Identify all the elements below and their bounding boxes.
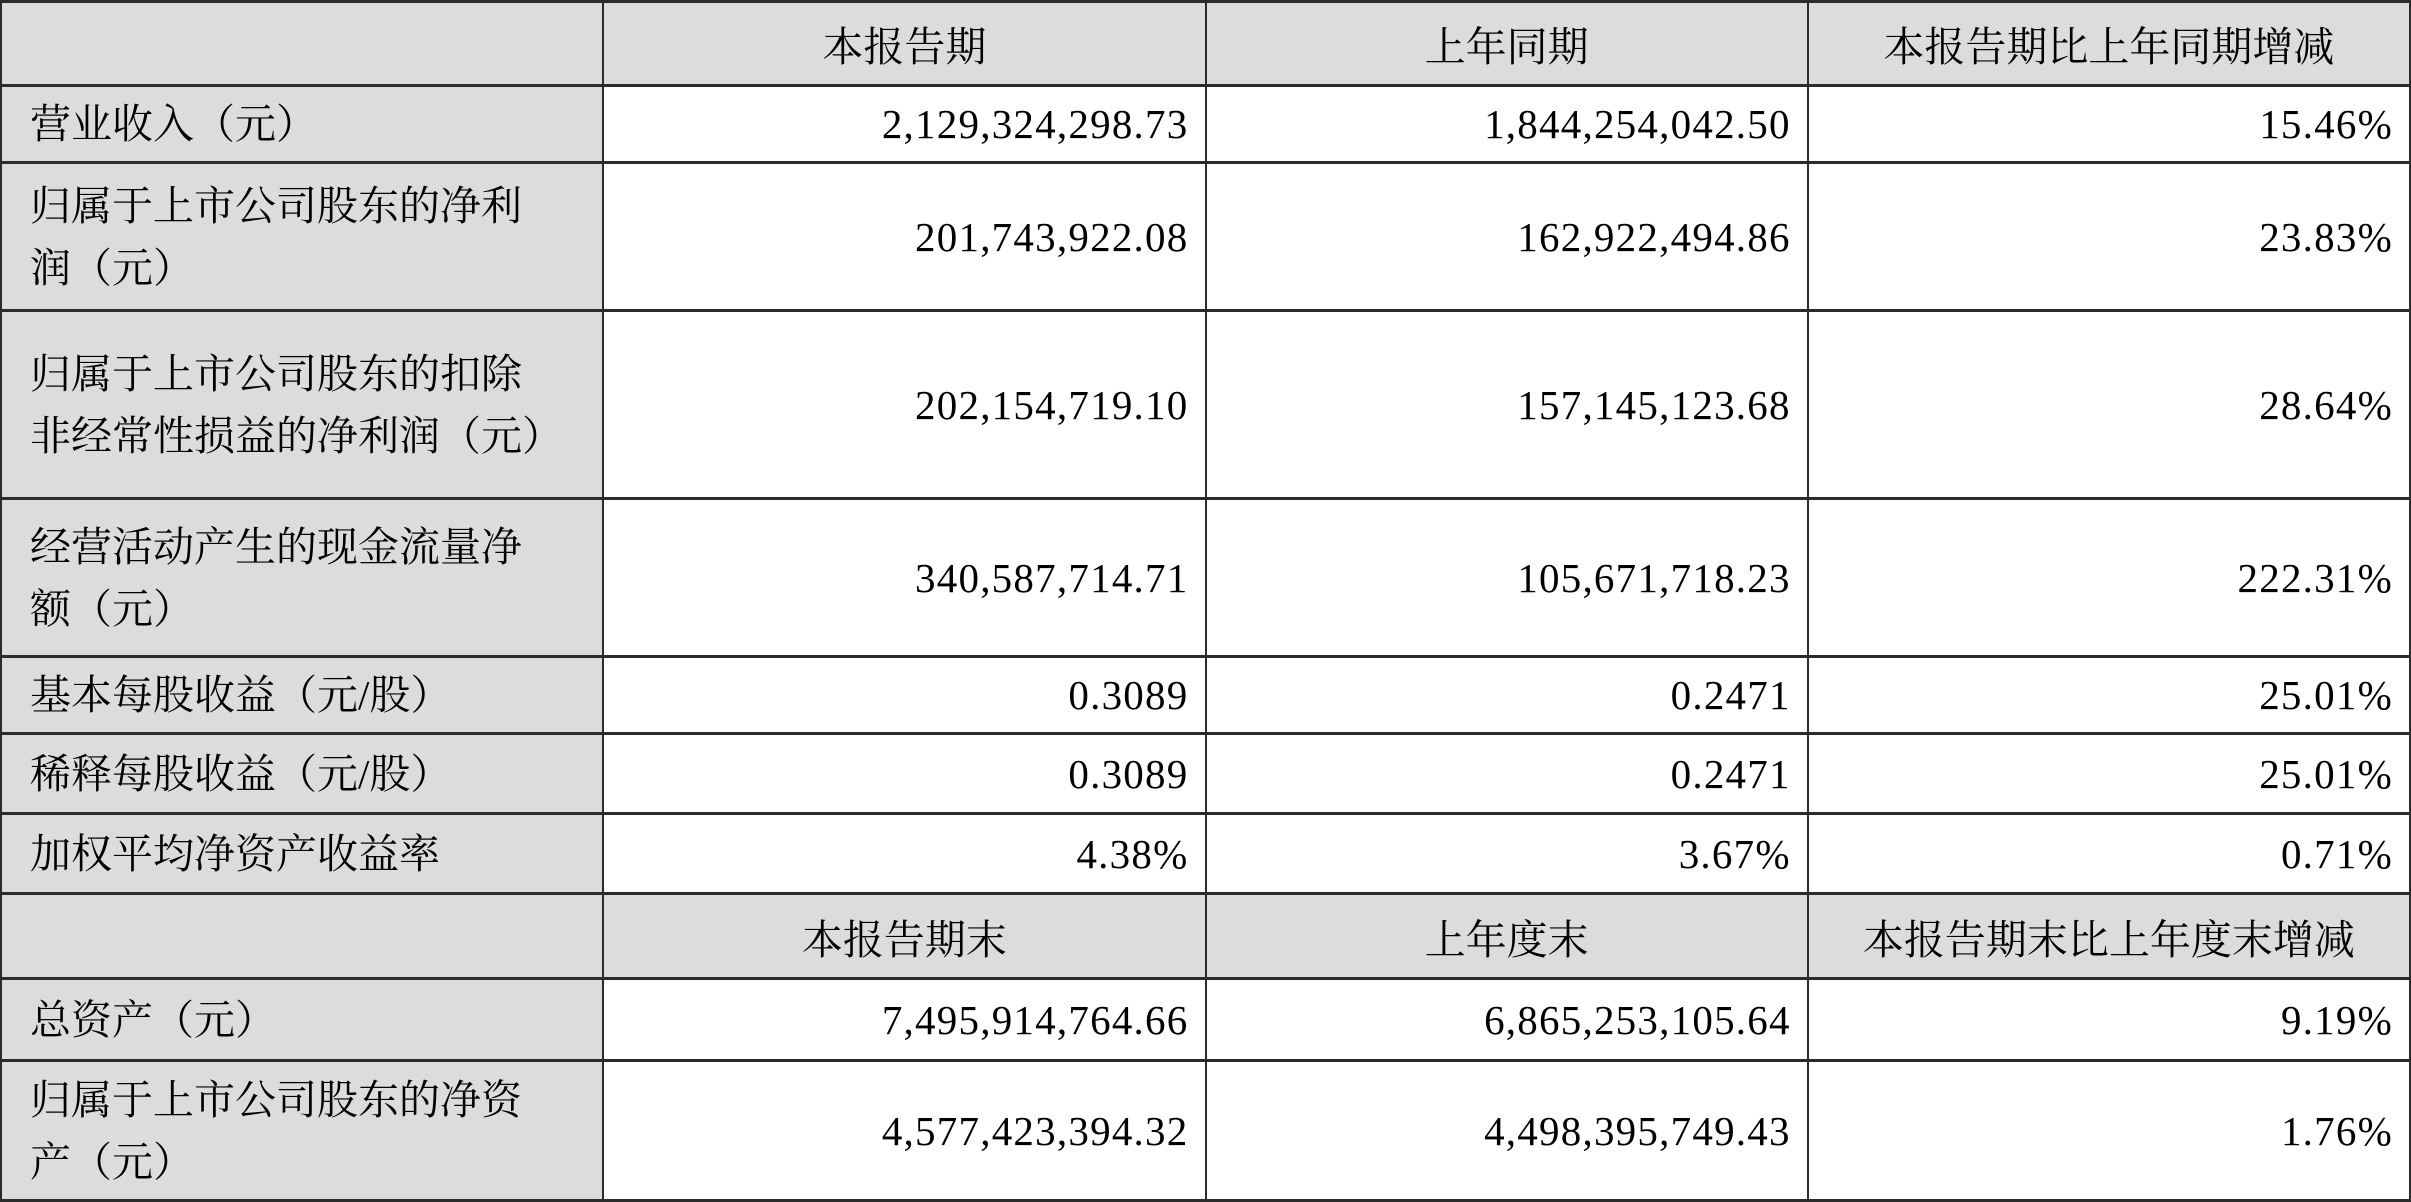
current-period-header: 本报告期: [603, 2, 1205, 86]
prior-value: 162,922,494.86: [1206, 163, 1808, 311]
table-row: [1, 163, 2410, 311]
metric-header-cell: [1, 2, 603, 86]
table-row: [1, 657, 2410, 734]
metric-label: 基本每股收益（元/股）: [1, 657, 603, 734]
change-value: 15.46%: [1808, 86, 2410, 163]
prior-period-header: 上年同期: [1206, 2, 1808, 86]
prior-value: 0.2471: [1206, 657, 1808, 734]
change-value: 25.01%: [1808, 734, 2410, 814]
change-value: 28.64%: [1808, 311, 2410, 499]
prior-value: 1,844,254,042.50: [1206, 86, 1808, 163]
table-row: [1, 499, 2410, 657]
metric-label: 归属于上市公司股东的扣除非经常性损益的净利润（元）: [1, 311, 603, 499]
change-header: 本报告期末比上年度末增减: [1808, 894, 2410, 979]
table-row: [1, 814, 2410, 894]
metric-label: 归属于上市公司股东的净利润（元）: [1, 163, 603, 311]
change-value: 25.01%: [1808, 657, 2410, 734]
table-row: [1, 86, 2410, 163]
prior-value: 0.2471: [1206, 734, 1808, 814]
current-value: 201,743,922.08: [603, 163, 1205, 311]
metric-label: 归属于上市公司股东的净资产（元）: [1, 1061, 603, 1201]
change-value: 0.71%: [1808, 814, 2410, 894]
table-row: [1, 1061, 2410, 1201]
current-value: 7,495,914,764.66: [603, 979, 1205, 1061]
table-row: [1, 979, 2410, 1061]
metric-label: 营业收入（元）: [1, 86, 603, 163]
current-value: 340,587,714.71: [603, 499, 1205, 657]
metric-label: 稀释每股收益（元/股）: [1, 734, 603, 814]
prior-value: 4,498,395,749.43: [1206, 1061, 1808, 1201]
table-row: [1, 311, 2410, 499]
metric-header-cell: [1, 894, 603, 979]
change-value: 222.31%: [1808, 499, 2410, 657]
change-value: 9.19%: [1808, 979, 2410, 1061]
change-value: 1.76%: [1808, 1061, 2410, 1201]
prior-value: 157,145,123.68: [1206, 311, 1808, 499]
current-value: 2,129,324,298.73: [603, 86, 1205, 163]
prior-value: 105,671,718.23: [1206, 499, 1808, 657]
current-value: 4,577,423,394.32: [603, 1061, 1205, 1201]
table-row: [1, 734, 2410, 814]
metric-label: 经营活动产生的现金流量净额（元）: [1, 499, 603, 657]
current-period-end-header: 本报告期末: [603, 894, 1205, 979]
prior-value: 6,865,253,105.64: [1206, 979, 1808, 1061]
prior-value: 3.67%: [1206, 814, 1808, 894]
current-value: 202,154,719.10: [603, 311, 1205, 499]
current-value: 4.38%: [603, 814, 1205, 894]
period-header-row: [1, 2, 2410, 86]
change-value: 23.83%: [1808, 163, 2410, 311]
change-header: 本报告期比上年同期增减: [1808, 2, 2410, 86]
period-end-header-row: [1, 894, 2410, 979]
prior-year-end-header: 上年度末: [1206, 894, 1808, 979]
metric-label: 总资产（元）: [1, 979, 603, 1061]
current-value: 0.3089: [603, 657, 1205, 734]
metric-label: 加权平均净资产收益率: [1, 814, 603, 894]
current-value: 0.3089: [603, 734, 1205, 814]
